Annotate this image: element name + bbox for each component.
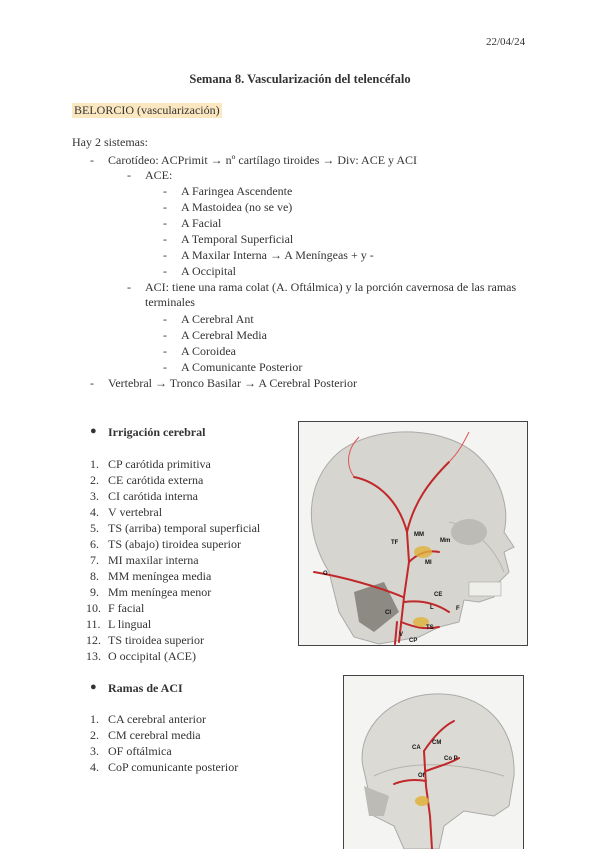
list-number: 10. <box>86 601 101 615</box>
list-item: CM cerebral media <box>108 728 201 742</box>
list-item: CA cerebral anterior <box>108 712 206 726</box>
dash-marker: - <box>163 360 167 374</box>
list-item: A Cerebral Media <box>181 328 267 342</box>
list-item: CP carótida primitiva <box>108 457 211 471</box>
dash-marker: - <box>163 264 167 278</box>
list-number: 3. <box>90 489 99 503</box>
dash-marker: - <box>90 153 94 167</box>
dash-marker: - <box>163 328 167 342</box>
list-item: Mm meníngea menor <box>108 585 212 599</box>
figure-label: CP <box>409 638 418 644</box>
figure-label: L <box>430 605 434 611</box>
skull-aci-figure <box>343 675 524 849</box>
list-item: A Temporal Superficial <box>181 232 294 246</box>
list-number: 4. <box>90 505 99 519</box>
list-number: 13. <box>86 649 101 663</box>
list-number: 11. <box>86 617 101 631</box>
list-number: 2. <box>90 728 99 742</box>
list-item: A Occipital <box>181 264 236 278</box>
figure-label: CM <box>432 740 442 746</box>
dash-marker: - <box>163 312 167 326</box>
list-item: O occipital (ACE) <box>108 649 196 663</box>
dash-marker: - <box>127 168 131 182</box>
aci-line-cont: terminales <box>145 295 195 309</box>
list-item: TS tiroidea superior <box>108 633 204 647</box>
head-arteries-figure <box>298 421 528 646</box>
figure-label: CE <box>434 592 443 598</box>
dash-marker: - <box>163 216 167 230</box>
dash-marker: - <box>163 200 167 214</box>
list-number: 1. <box>90 457 99 471</box>
list-number: 8. <box>90 569 99 583</box>
section-heading-irrigacion: Irrigación cerebral <box>108 425 206 439</box>
list-item: CE carótida externa <box>108 473 204 487</box>
figure-label: V <box>399 632 404 638</box>
bullet-dot: ● <box>90 681 97 693</box>
list-item: TS (arriba) temporal superficial <box>108 521 261 535</box>
list-item: A Cerebral Ant <box>181 312 254 326</box>
section-heading-ramas-aci: Ramas de ACI <box>108 681 183 695</box>
list-item: A Faringea Ascendente <box>181 184 293 198</box>
figure-label: F <box>456 606 460 612</box>
list-item: MI maxilar interna <box>108 553 199 567</box>
bullet-dot: ● <box>90 425 97 437</box>
list-item: MM meníngea media <box>108 569 212 583</box>
list-item: CI carótida interna <box>108 489 198 503</box>
dash-marker: - <box>90 376 94 390</box>
list-item: TS (abajo) tiroidea superior <box>108 537 241 551</box>
figure-label: CA <box>412 745 421 751</box>
date: 22/04/24 <box>486 36 526 48</box>
page-title: Semana 8. Vascularización del telencéfalo <box>189 72 411 86</box>
list-number: 12. <box>86 633 101 647</box>
list-number: 2. <box>90 473 99 487</box>
list-item: CoP comunicante posterior <box>108 760 239 774</box>
list-item: A Comunicante Posterior <box>181 360 303 374</box>
figure-label: MI <box>425 560 432 566</box>
list-item: A Facial <box>181 216 222 230</box>
list-number: 7. <box>90 553 99 567</box>
figure-label: O <box>323 571 328 577</box>
figure-label: TS <box>426 625 434 631</box>
figure-label: MM <box>414 532 424 538</box>
list-number: 9. <box>90 585 99 599</box>
list-number: 4. <box>90 760 99 774</box>
figure-label: CI <box>385 610 391 616</box>
dash-marker: - <box>163 248 167 262</box>
list-number: 5. <box>90 521 99 535</box>
list-number: 1. <box>90 712 99 726</box>
list-number: 3. <box>90 744 99 758</box>
list-number: 6. <box>90 537 99 551</box>
dash-marker: - <box>163 344 167 358</box>
list-item: OF oftálmica <box>108 744 172 758</box>
dash-marker: - <box>163 232 167 246</box>
list-item: A Mastoidea (no se ve) <box>181 200 293 214</box>
list-item: A Coroidea <box>181 344 236 358</box>
dash-marker: - <box>163 184 167 198</box>
list-item: L lingual <box>108 617 152 631</box>
vertebral-line: Vertebral → Tronco Basilar → A Cerebral Posterior <box>108 376 357 390</box>
aci-line: ACI: tiene una rama colat (A. Oftálmica) y la porción cavernosa de las ramas <box>145 280 517 294</box>
figure-label: Of <box>418 773 425 779</box>
carotid-line: Carotídeo: ACPrimit → nº cartílago tiroides → Div: ACE y ACI <box>108 153 418 167</box>
figure-label: TF <box>391 540 399 546</box>
highlighted-heading: BELORCIO (vascularización) <box>74 103 220 117</box>
figure-label: Mm <box>440 538 451 544</box>
intro-text: Hay 2 sistemas: <box>72 135 148 149</box>
list-item: F facial <box>108 601 145 615</box>
ace-label: ACE: <box>145 168 173 182</box>
figure-label: Co P <box>444 756 458 762</box>
dash-marker: - <box>127 280 131 294</box>
list-item: A Maxilar Interna → A Meníngeas + y - <box>181 248 374 262</box>
list-item: V vertebral <box>108 505 163 519</box>
